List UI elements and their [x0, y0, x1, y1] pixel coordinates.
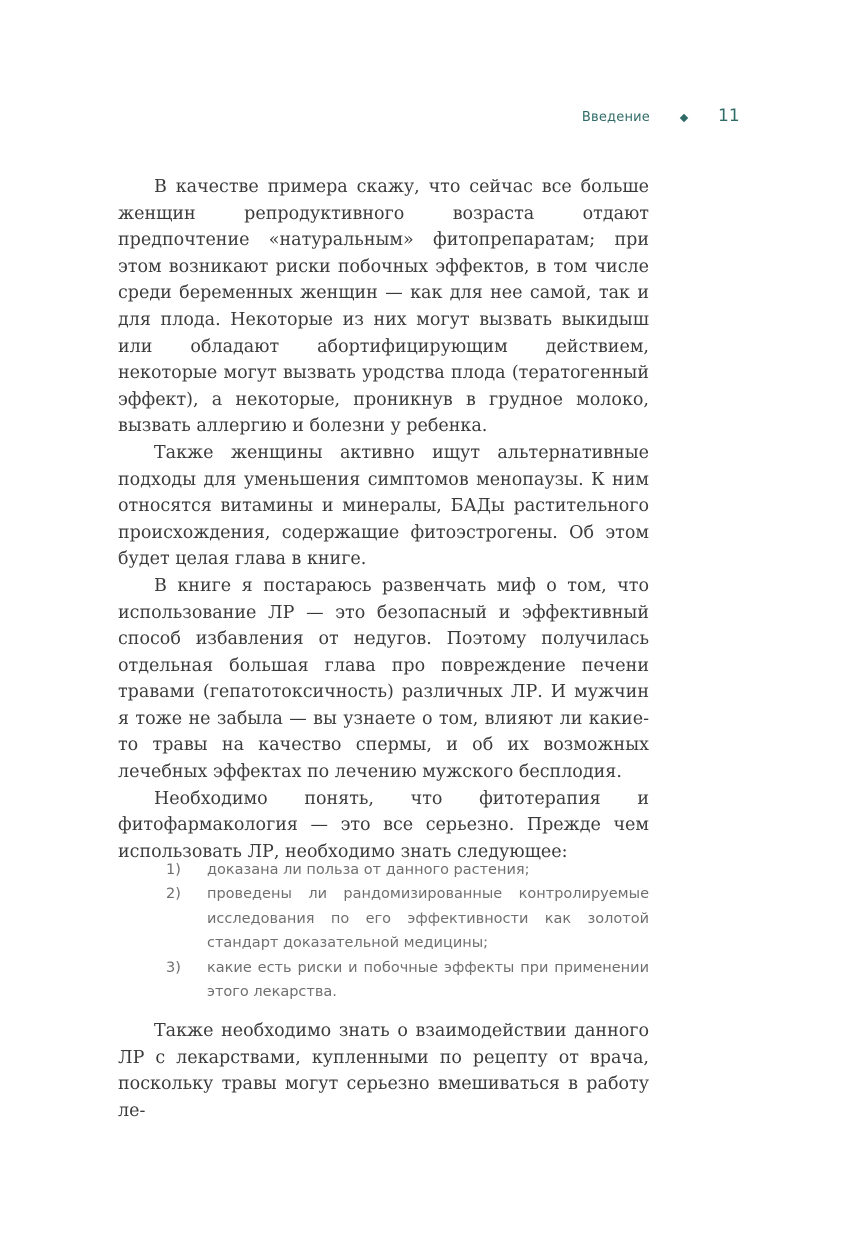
list-item: [166, 956, 649, 1005]
diamond-ornament-icon: [680, 114, 688, 122]
closing-paragraph: Также необходимо знать о взаимодействии данного ЛР с лекарствами, купленными по рецепту от врача, поскольку травы могут серьезно вмешиваться в работу ле-: [118, 1021, 649, 1121]
list-item-text: доказана ли польза от данного растения;: [207, 862, 530, 878]
body-text: [118, 174, 649, 865]
list-item-number: 1): [166, 862, 181, 878]
list-item-number: 3): [166, 959, 181, 976]
paragraph-1: В качестве примера скажу, что сейчас все больше женщин репродуктивного возраста отдают предпочтение «натуральным» фитопрепаратам; при этом возникают риски побочных эффектов, в том числе среди беременных женщин — как для нее самой, так и для плода. Некоторые из них могут вызвать выкидыш или обладают абортифицирующим действием, некоторые могут вызвать уродства плода (тератогенный эффект), а некоторые, проникнув в грудное молоко, вызвать аллергию и болезни у ребенка.: [118, 177, 649, 437]
list-item-number: 2): [166, 886, 181, 903]
list-item-text: проведены ли рандомизированные контролируемые исследования по его эффективности как золотой стандарт доказательной медицины;: [207, 886, 649, 952]
running-head: [0, 106, 844, 132]
list-item-text: какие есть риски и побочные эффекты при применении этого лекарства.: [207, 959, 649, 1001]
paragraph-2: Также женщины активно ищут альтернативные подходы для уменьшения симптомов менопаузы. К ним относятся витамины и минералы, БАДы растительного происхождения, содержащие фитоэстрогены. Об этом будет целая глава в книге.: [118, 442, 649, 570]
numbered-list: [166, 858, 649, 1004]
paragraph-4: Необходимо понять, что фитотерапия и фитофармакология — это все серьезно. Прежде чем использовать ЛР, необходимо знать следующее:: [118, 788, 649, 862]
list-item: [166, 882, 649, 955]
page-number: 11: [718, 106, 740, 126]
closing-text: [118, 1018, 649, 1124]
list-item: [166, 858, 649, 882]
paragraph-3: В книге я постараюсь развенчать миф о том, что использование ЛР — это безопасный и эффективный способ избавления от недугов. Поэтому получилась отдельная большая глава про повреждение печени травами (гепатотоксичность) различных ЛР. И мужчин я тоже не забыла — вы узнаете о том, влияют ли какие-то травы на качество спермы, и об их возможных лечебных эффектах по лечению мужского бесплодия.: [118, 575, 649, 783]
section-title: Введение: [581, 110, 650, 125]
